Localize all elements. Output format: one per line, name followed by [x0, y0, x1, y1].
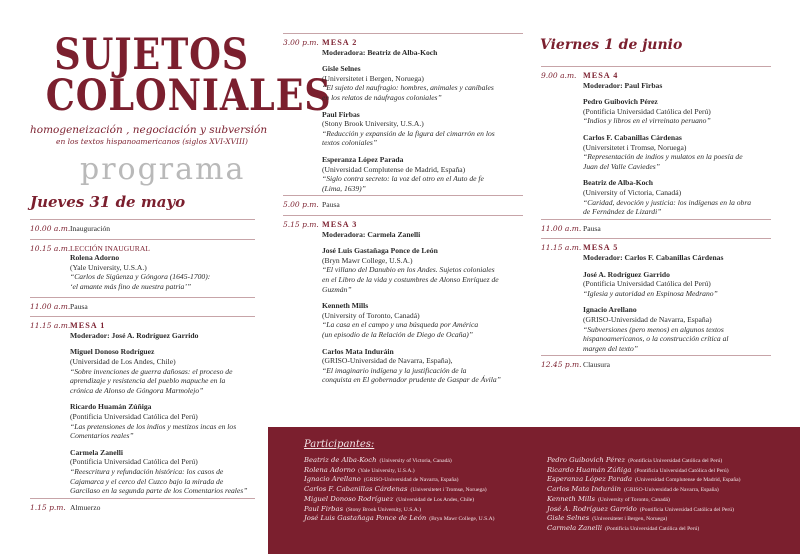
participant-affiliation: (Pontificia Universidad Católica del Perú) — [605, 525, 700, 532]
participant-name: Ricardo Huamán Zúñiga — [547, 465, 632, 474]
participant-name: Paul Firbas — [304, 504, 344, 513]
speaker-name: Pedro Guibovich Pérez — [583, 97, 658, 107]
speaker-affiliation: (Universidad Complutense de Madrid, España) — [322, 164, 466, 174]
event-text: ‘el amante más fino de nuestra patria’” — [70, 282, 192, 291]
participant-name: Carlos Mata Induráin — [547, 485, 622, 494]
participant-affiliation: (GRISO-Universidad de Navarra, España) — [363, 477, 459, 484]
programa-heading: programa — [80, 152, 246, 187]
participant-name: Carmela Zanelli — [547, 523, 603, 532]
divider — [283, 33, 523, 34]
participant-affiliation: (Universitetet i Tromsø, Noruega) — [410, 487, 487, 494]
event-text: (Yale University, U.S.A.) — [70, 262, 147, 272]
participant-affiliation: (Stony Brook University, U.S.A.) — [346, 506, 422, 513]
participants-panel — [268, 427, 800, 554]
event-text: Pausa — [70, 301, 88, 311]
talk-title: (Lima, 1639)” — [322, 183, 366, 193]
speaker-affiliation: (Stony Brook University, U.S.A.) — [322, 119, 424, 129]
participant-name: Gisle Selnes — [547, 514, 590, 523]
speaker-affiliation: (GRISO-Universidad de Navarra, España), — [322, 356, 453, 366]
speaker-affiliation: (Pontificia Universidad Católica del Perú) — [70, 412, 198, 421]
participant-name: José Luis Gastañaga Ponce de León — [304, 514, 427, 523]
day2-heading: Viernes 1 de junio — [540, 37, 683, 53]
talk-title: “Las pretensiones de los indios y mestizos incas en los — [70, 421, 237, 431]
speaker-affiliation: (Pontificia Universidad Católica del Perú) — [70, 457, 198, 467]
speaker-affiliation: (Pontificia Universidad Católica del Perú) — [583, 279, 711, 289]
participant-name: Esperanza López Parada — [547, 475, 633, 484]
day1-heading: Jueves 31 de mayo — [30, 193, 186, 211]
moderator: Moderadora: Beatriz de Alba-Koch — [322, 47, 438, 57]
speaker-name: Carlos F. Cabanillas Cárdenas — [583, 133, 682, 142]
time-label: 3.00 p.m. — [283, 38, 319, 47]
time-label: 5.15 p.m. — [283, 220, 319, 229]
talk-title: Comentarios reales” — [70, 431, 134, 441]
speaker-name: Gisle Selnes — [322, 64, 361, 74]
time-label: 11.15 a.m. — [30, 321, 71, 331]
event-text: Rolena Adorno — [70, 253, 120, 263]
divider — [30, 316, 255, 317]
speaker-affiliation: (Universitetet i Bergen, Noruega) — [322, 73, 424, 83]
divider — [30, 297, 255, 298]
talk-title: (un episodio de la Relación de Diego de Ocaña)” — [322, 330, 473, 339]
event-text: Inauguración — [70, 224, 111, 233]
event-text: Almuerzo — [70, 502, 101, 512]
talk-title: Juan del Valle Caviedes” — [583, 161, 660, 171]
participant-name: Ignacio Arellano — [304, 475, 361, 484]
talk-title: “Sobre invenciones de guerra dañosas: el proceso de — [70, 366, 233, 376]
participant-affiliation: (Bryn Mawr College, U.S.A) — [429, 516, 495, 523]
event-text: LECCIÓN INAUGURAL — [70, 243, 150, 253]
speaker-name: Carmela Zanelli — [70, 447, 123, 457]
talk-title: “Indios y libros en el virreinato peruano” — [583, 116, 711, 126]
talk-title: Guzmán” — [322, 284, 352, 294]
speaker-affiliation: (Universitetet i Tromsø, Noruega) — [583, 142, 687, 152]
talk-title: “El sujeto del naufragio: hombres, animales y caníbales — [322, 83, 494, 93]
speaker-name: Beatriz de Alba-Koch — [583, 178, 654, 188]
participant-name: Miguel Donoso Rodríguez — [304, 494, 394, 503]
session-title: MESA 3 — [322, 220, 358, 229]
divider — [30, 498, 255, 499]
event-text: “Carlos de Sigüenza y Góngora (1645-1700): — [70, 272, 211, 282]
divider — [30, 239, 255, 240]
speaker-name: Miguel Donoso Rodríguez — [70, 347, 155, 357]
time-label: 11.15 a.m. — [541, 243, 582, 253]
session-title: MESA 2 — [322, 38, 358, 47]
time-label: 10.00 a.m. — [30, 224, 71, 233]
moderator: Moderador: Paul Firbas — [583, 80, 663, 90]
divider — [283, 215, 523, 216]
time-label: 11.00 a.m. — [541, 223, 582, 233]
talk-title: crónica de Alonso de Góngora Marmolejo” — [70, 385, 204, 395]
time-label: 11.00 a.m. — [30, 301, 71, 311]
moderator: Moderadora: Carmela Zanelli — [322, 229, 421, 239]
participants-heading: Participantes: — [304, 439, 375, 450]
speaker-name: José A. Rodríguez Garrido — [583, 269, 670, 279]
speaker-affiliation: (GRISO-Universidad de Navarra, España) — [583, 315, 712, 324]
title-line-2: COLONIALES — [45, 71, 332, 121]
talk-title: en los relatos de náufragos coloniales” — [322, 93, 442, 102]
event-text: Pausa — [322, 200, 340, 210]
talk-title: textos coloniales” — [322, 138, 378, 148]
participant-name: Kenneth Mills — [547, 494, 595, 503]
time-label: 10.15 a.m. — [30, 243, 71, 253]
title-line-1: SUJETOS — [54, 30, 250, 80]
participant-affiliation: (Yale University, U.S.A.) — [358, 467, 415, 474]
speaker-name: Ricardo Huamán Zúñiga — [70, 402, 152, 412]
speaker-affiliation: (University of Toronto, Canadá) — [322, 310, 420, 320]
participant-name: Beatriz de Alba-Koch — [304, 456, 377, 464]
event-text: Clausura — [583, 360, 610, 370]
time-label: 9.00 a.m. — [541, 71, 577, 80]
talk-title: “La casa en el campo y una búsqueda por América — [322, 320, 479, 330]
divider — [30, 219, 255, 220]
moderator: Moderador: José A. Rodríguez Garrido — [70, 330, 199, 340]
talk-title: Garcilaso en la segunda parte de los Comentarios reales” — [70, 486, 248, 496]
subtitle: homogeneización , negociación y subversión — [30, 124, 268, 136]
time-label: 12.45 p.m. — [541, 360, 582, 370]
talk-title: Cajamarca y el cerco del Cuzco bajo la mirada de — [70, 476, 224, 486]
talk-title: hispanoamericanos, o la construcción crítica al — [583, 334, 729, 344]
speaker-name: Ignacio Arellano — [583, 305, 637, 315]
talk-title: “Reescritura y refundación histórica: los casos de — [70, 467, 224, 476]
participant-affiliation: (University of Toronto, Canadá) — [597, 496, 670, 503]
participant-name: Carlos F. Cabanillas Cárdenas — [304, 485, 408, 494]
speaker-name: Carlos Mata Induráin — [322, 346, 394, 356]
speaker-affiliation: (Bryn Mawr College, U.S.A.) — [322, 255, 413, 265]
talk-title: “El imaginario indígena y la justificación de la — [322, 365, 467, 375]
talk-title: “Reducción y expansión de la figura del cimarrón en los — [322, 128, 495, 138]
talk-title: conquista en El gobernador prudente de Gaspar de Ávila” — [322, 375, 501, 385]
participant-affiliation: (GRISO-Universidad de Navarra, España) — [624, 487, 719, 494]
divider — [541, 238, 771, 239]
time-label: 5.00 p.m. — [283, 200, 319, 210]
participant-affiliation: (Universidad de Los Andes, Chile) — [396, 496, 475, 503]
speaker-affiliation: (Universidad de Los Andes, Chile) — [70, 357, 176, 366]
talk-title: en el Libro de la vida y costumbres de Alonso Enríquez de — [322, 275, 499, 284]
time-label: 1.15 p.m. — [30, 502, 66, 512]
talk-title: “El villano del Danubio en los Andes. Sujetos coloniales — [322, 265, 495, 275]
talk-title: margen del texto” — [583, 343, 638, 353]
participant-affiliation: (Universitetet i Bergen, Noruega) — [592, 516, 668, 523]
event-text: Pausa — [583, 223, 601, 233]
participant-affiliation: (Universidad Complutense de Madrid, España) — [635, 477, 741, 484]
talk-title: de Fernández de Lizardi” — [583, 207, 662, 217]
participant-name: José A. Rodríguez Garrido — [547, 504, 637, 513]
speaker-name: Esperanza López Parada — [322, 155, 404, 164]
divider — [541, 66, 771, 67]
participant-affiliation: (Pontificia Universidad Católica del Perú) — [639, 506, 734, 513]
speaker-affiliation: (University of Victoria, Canadá) — [583, 188, 682, 197]
participant-name: Rolena Adorno — [304, 465, 356, 474]
session-title: MESA 5 — [583, 243, 619, 253]
talk-title: “Caridad, devoción y justicia: los indígenas en la obra — [583, 197, 752, 207]
session-title: MESA 4 — [583, 71, 619, 80]
speaker-name: Paul Firbas — [322, 109, 360, 119]
participant-affiliation: (University of Victoria, Canadá) — [379, 458, 452, 464]
talk-title: aprendizaje y resistencia del pueblo mapuche en la — [70, 376, 226, 386]
moderator: Moderador: Carlos F. Cabanillas Cárdenas — [583, 253, 724, 262]
speaker-name: José Luis Gastañaga Ponce de León — [322, 246, 438, 256]
talk-title: “Siglo contra secreto: la voz del otro en el Auto de fe — [322, 174, 484, 184]
session-title: MESA 1 — [70, 321, 106, 331]
subtitle-period: en los textos hispanoamericanos (siglos XVI-XVIII) — [56, 137, 248, 146]
speaker-affiliation: (Pontificia Universidad Católica del Perú) — [583, 106, 711, 116]
participant-affiliation: (Pontificia Universidad Católica del Perú) — [628, 458, 723, 464]
talk-title: “Iglesia y autoridad en Espinosa Medrano” — [583, 288, 718, 298]
divider — [283, 195, 523, 196]
speaker-name: Kenneth Mills — [322, 301, 369, 311]
talk-title: “Representación de indios y mulatos en la poesía de — [583, 152, 743, 162]
divider — [541, 219, 771, 220]
participant-name: Pedro Guibovich Pérez — [547, 456, 626, 464]
divider — [541, 355, 771, 356]
talk-title: “Subversiones (pero menos) en algunos textos — [583, 324, 724, 334]
participant-affiliation: (Pontificia Universidad Católica del Perú) — [634, 467, 729, 474]
